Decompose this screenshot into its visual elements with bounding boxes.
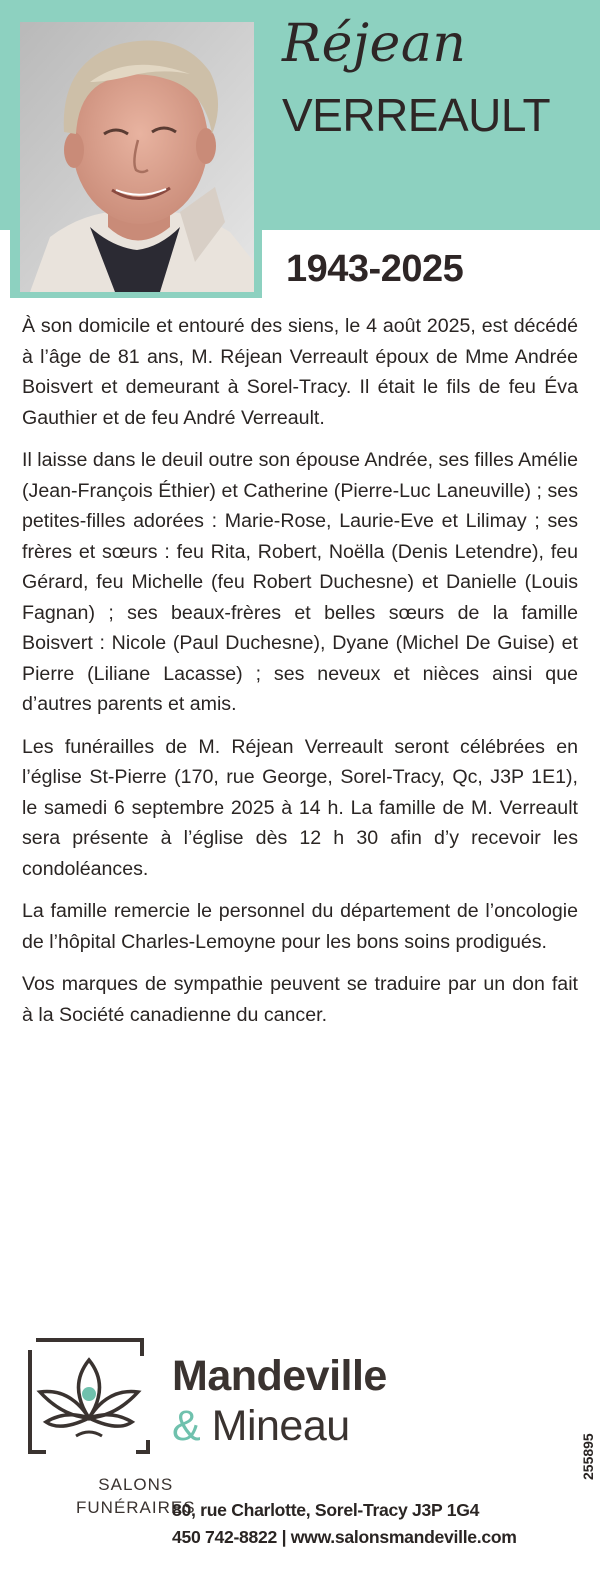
paragraph-funeral: Les funérailles de M. Réjean Verreault seront célébrées en l’église St-Pierre (170, rue George, Sorel-Tracy, Qc, J3P 1E1), le samedi 6 septembre 2025 à 14 h. La famille de M. Verreault sera présente à l’église dès 12 h 30 afin d’y recevoir les condoléances. (22, 735, 578, 880)
brand-ampersand: & (172, 1402, 201, 1450)
life-years: 1943-2025 (286, 248, 464, 290)
paragraph-family: Il laisse dans le deuil outre son épouse Andrée, ses filles Amélie (Jean-François Éthier) et Catherine (Pierre-Luc Laneuville) ; ses petites-filles adorées : Marie-Rose, Laurie-Eve et Lilimay ; ses frères et sœurs : feu Rita, Robert, Noëlla (Denis Letendre), feu Gérard, feu Michelle (feu Robert Duchesne) et Danielle (Louis Fagnan) ; ses beaux-frères et belles sœurs de la famille Boisvert : Nicole (Paul Duchesne), Dyane (Michel De Guise) et Pierre (Liliane Lacasse) ; ses neveux et nièces ainsi que d’autres parents et amis. (22, 449, 578, 715)
portrait-photo (20, 22, 254, 292)
salons-line1: SALONS (98, 1475, 174, 1494)
last-name: VERREAULT (282, 89, 551, 141)
brand-mineau: Mineau (211, 1402, 350, 1450)
salons-line2: FUNÉRAIRES (76, 1498, 196, 1517)
brand-name-line1: Mandeville (172, 1352, 387, 1400)
funeral-home-address: 80, rue Charlotte, Sorel-Tracy J3P 1G4 (172, 1500, 480, 1520)
lotus-logo-icon (26, 1336, 152, 1456)
paragraph-donation: Vos marques de sympathie peuvent se traduire par un don fait à la Société canadienne du cancer. (22, 973, 578, 1026)
paragraph-death-notice: À son domicile et entouré des siens, le 4 août 2025, est décédé à l’âge de 81 ans, M. Réjean Verreault époux de Mme Andrée Boisvert et demeurant à Sorel-Tracy. Il était le fils de feu Éva Gauthier et de feu André Verreault. (22, 315, 578, 429)
first-name: Réjean (282, 14, 467, 74)
paragraph-thanks: La famille remercie le personnel du département de l’oncologie de l’hôpital Charles-Lemoyne pour les bons soins prodigués. (22, 900, 578, 953)
obituary-body (22, 311, 578, 1042)
funeral-home-contact: 450 742-8822 | www.salonsmandeville.com (172, 1527, 517, 1547)
brand-name-line2 (172, 1402, 350, 1451)
ad-code: 255895 (580, 1433, 596, 1480)
